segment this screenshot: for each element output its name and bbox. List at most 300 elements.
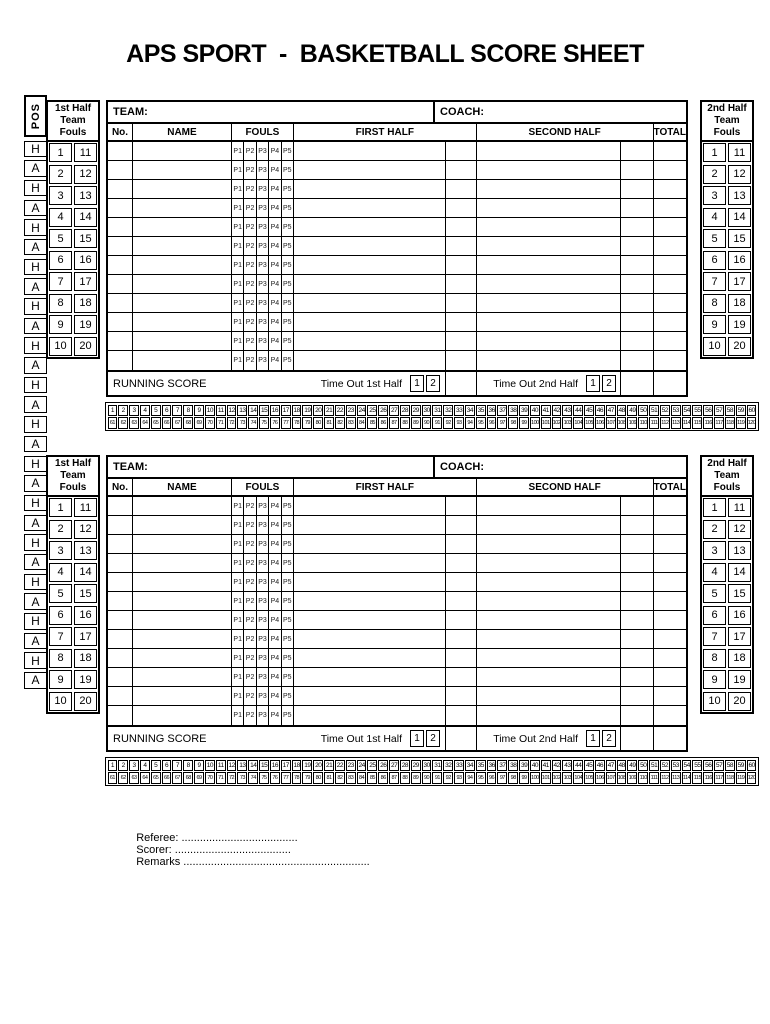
running-score-number[interactable]: 58	[725, 405, 735, 417]
running-score-number[interactable]: 54	[682, 760, 692, 772]
second-half-score-cell[interactable]	[477, 180, 621, 198]
second-half-sub-cell[interactable]	[621, 237, 654, 255]
total-cell[interactable]	[654, 554, 686, 572]
team-foul-number-cell[interactable]: 1	[703, 143, 725, 162]
second-half-sub-cell[interactable]	[621, 351, 654, 370]
foul-period-cell[interactable]: P1	[232, 161, 244, 179]
running-score-empty-cell[interactable]	[654, 727, 686, 750]
running-score-number[interactable]: 22	[335, 405, 345, 417]
player-number-cell[interactable]	[108, 142, 133, 160]
running-score-number[interactable]: 33	[454, 405, 464, 417]
running-score-number[interactable]: 26	[378, 760, 388, 772]
running-score-number[interactable]: 35	[476, 405, 486, 417]
foul-period-cell[interactable]: P3	[257, 275, 269, 293]
running-score-number[interactable]: 38	[508, 760, 518, 772]
team-foul-number-cell[interactable]: 7	[49, 272, 71, 291]
total-cell[interactable]	[654, 199, 686, 217]
first-half-score-cell[interactable]	[294, 573, 446, 591]
pos-box[interactable]: A	[24, 633, 47, 650]
running-score-number[interactable]: 49	[627, 760, 637, 772]
timeout-box[interactable]: 2	[426, 375, 440, 392]
foul-period-cell[interactable]: P1	[232, 275, 244, 293]
player-name-cell[interactable]	[133, 180, 232, 198]
first-half-score-cell[interactable]	[294, 180, 446, 198]
total-cell[interactable]	[654, 516, 686, 534]
running-score-number[interactable]: 109	[627, 417, 637, 429]
first-half-score-cell[interactable]	[294, 275, 446, 293]
running-score-number[interactable]: 62	[118, 772, 128, 784]
foul-period-cell[interactable]: P3	[257, 535, 269, 553]
foul-period-cell[interactable]: P1	[232, 497, 244, 515]
first-half-score-cell[interactable]	[294, 313, 446, 331]
team-foul-number-cell[interactable]: 15	[74, 229, 96, 248]
foul-period-cell[interactable]: P1	[232, 142, 244, 160]
team-foul-number-cell[interactable]: 14	[74, 563, 96, 582]
first-half-sub-cell[interactable]	[446, 535, 477, 553]
running-score-number[interactable]: 10	[205, 405, 215, 417]
player-name-cell[interactable]	[133, 611, 232, 629]
foul-period-cell[interactable]: P3	[257, 332, 269, 350]
running-score-number[interactable]: 59	[736, 760, 746, 772]
team-foul-number-cell[interactable]: 12	[74, 520, 96, 539]
team-foul-number-cell[interactable]: 3	[703, 186, 725, 205]
running-score-number[interactable]: 45	[584, 405, 594, 417]
running-score-number[interactable]: 110	[638, 417, 648, 429]
running-score-number[interactable]: 76	[270, 772, 280, 784]
running-score-number[interactable]: 5	[151, 760, 161, 772]
first-half-score-cell[interactable]	[294, 535, 446, 553]
first-half-score-cell[interactable]	[294, 687, 446, 705]
total-cell[interactable]	[654, 180, 686, 198]
foul-period-cell[interactable]: P1	[232, 611, 244, 629]
player-name-cell[interactable]	[133, 218, 232, 236]
team-foul-number-cell[interactable]: 11	[74, 143, 96, 162]
team-foul-number-cell[interactable]: 12	[728, 165, 750, 184]
pos-box[interactable]: H	[24, 259, 47, 276]
running-score-number[interactable]: 70	[205, 417, 215, 429]
first-half-score-cell[interactable]	[294, 199, 446, 217]
running-score-number[interactable]: 3	[129, 405, 139, 417]
running-score-number[interactable]: 2	[118, 405, 128, 417]
team-foul-number-cell[interactable]: 13	[74, 541, 96, 560]
second-half-sub-cell[interactable]	[621, 142, 654, 160]
total-cell[interactable]	[654, 592, 686, 610]
first-half-sub-cell[interactable]	[446, 706, 477, 725]
running-score-number[interactable]: 81	[324, 772, 334, 784]
running-score-number[interactable]: 11	[216, 405, 226, 417]
second-half-score-cell[interactable]	[477, 237, 621, 255]
running-score-number[interactable]: 90	[422, 772, 432, 784]
second-half-score-cell[interactable]	[477, 592, 621, 610]
team-foul-number-cell[interactable]: 7	[703, 272, 725, 291]
running-score-number[interactable]: 67	[172, 417, 182, 429]
player-number-cell[interactable]	[108, 237, 133, 255]
total-cell[interactable]	[654, 630, 686, 648]
player-name-cell[interactable]	[133, 142, 232, 160]
foul-period-cell[interactable]: P3	[257, 199, 269, 217]
foul-period-cell[interactable]: P4	[269, 516, 281, 534]
first-half-score-cell[interactable]	[294, 592, 446, 610]
team-foul-number-cell[interactable]: 14	[728, 563, 750, 582]
team-foul-number-cell[interactable]: 7	[49, 627, 71, 646]
player-name-cell[interactable]	[133, 592, 232, 610]
running-score-number[interactable]: 104	[573, 417, 583, 429]
foul-period-cell[interactable]: P4	[269, 161, 281, 179]
running-score-number[interactable]: 25	[367, 405, 377, 417]
running-score-number[interactable]: 98	[508, 417, 518, 429]
foul-period-cell[interactable]: P4	[269, 199, 281, 217]
running-score-number[interactable]: 111	[649, 417, 659, 429]
first-half-score-cell[interactable]	[294, 516, 446, 534]
first-half-sub-cell[interactable]	[446, 611, 477, 629]
team-foul-number-cell[interactable]: 14	[728, 208, 750, 227]
running-score-number[interactable]: 52	[660, 760, 670, 772]
second-half-score-cell[interactable]	[477, 294, 621, 312]
foul-period-cell[interactable]: P5	[282, 161, 294, 179]
foul-period-cell[interactable]: P3	[257, 554, 269, 572]
foul-period-cell[interactable]: P2	[244, 497, 256, 515]
running-score-number[interactable]: 9	[194, 760, 204, 772]
running-score-number[interactable]: 94	[465, 417, 475, 429]
running-score-number[interactable]: 73	[237, 417, 247, 429]
foul-period-cell[interactable]: P2	[244, 218, 256, 236]
running-score-number[interactable]: 15	[259, 760, 269, 772]
foul-period-cell[interactable]: P5	[282, 687, 294, 705]
running-score-number[interactable]: 6	[162, 760, 172, 772]
player-number-cell[interactable]	[108, 275, 133, 293]
team-foul-number-cell[interactable]: 10	[703, 337, 725, 356]
foul-period-cell[interactable]: P2	[244, 351, 256, 370]
running-score-number[interactable]: 68	[183, 772, 193, 784]
running-score-number[interactable]: 43	[562, 405, 572, 417]
foul-period-cell[interactable]: P2	[244, 332, 256, 350]
first-half-sub-cell[interactable]	[446, 592, 477, 610]
total-cell[interactable]	[654, 218, 686, 236]
running-score-number[interactable]: 33	[454, 760, 464, 772]
foul-period-cell[interactable]: P5	[282, 332, 294, 350]
running-score-number[interactable]: 106	[595, 417, 605, 429]
foul-period-cell[interactable]: P1	[232, 592, 244, 610]
second-half-score-cell[interactable]	[477, 554, 621, 572]
team-foul-number-cell[interactable]: 13	[728, 541, 750, 560]
total-cell[interactable]	[654, 351, 686, 370]
team-foul-number-cell[interactable]: 12	[728, 520, 750, 539]
foul-period-cell[interactable]: P2	[244, 237, 256, 255]
foul-period-cell[interactable]: P3	[257, 256, 269, 274]
foul-period-cell[interactable]: P5	[282, 592, 294, 610]
pos-box[interactable]: A	[24, 357, 47, 374]
team-foul-number-cell[interactable]: 10	[49, 692, 71, 711]
running-score-number[interactable]: 68	[183, 417, 193, 429]
pos-box[interactable]: A	[24, 436, 47, 453]
pos-box[interactable]: H	[24, 219, 47, 236]
foul-period-cell[interactable]: P2	[244, 668, 256, 686]
running-score-number[interactable]: 18	[292, 760, 302, 772]
total-cell[interactable]	[654, 256, 686, 274]
running-score-number[interactable]: 8	[183, 760, 193, 772]
first-half-score-cell[interactable]	[294, 497, 446, 515]
running-score-number[interactable]: 2	[118, 760, 128, 772]
running-score-number[interactable]: 74	[248, 772, 258, 784]
foul-period-cell[interactable]: P4	[269, 332, 281, 350]
running-score-number[interactable]: 69	[194, 772, 204, 784]
team-foul-number-cell[interactable]: 17	[728, 272, 750, 291]
running-score-number[interactable]: 28	[400, 405, 410, 417]
running-score-number[interactable]: 79	[302, 772, 312, 784]
foul-period-cell[interactable]: P4	[269, 180, 281, 198]
running-score-number[interactable]: 22	[335, 760, 345, 772]
running-score-number[interactable]: 101	[541, 772, 551, 784]
running-score-number[interactable]: 53	[671, 405, 681, 417]
player-name-cell[interactable]	[133, 161, 232, 179]
foul-period-cell[interactable]: P4	[269, 142, 281, 160]
foul-period-cell[interactable]: P4	[269, 630, 281, 648]
running-score-number[interactable]: 99	[519, 417, 529, 429]
first-half-score-cell[interactable]	[294, 706, 446, 725]
running-score-number[interactable]: 63	[129, 772, 139, 784]
running-score-number[interactable]: 118	[725, 772, 735, 784]
player-number-cell[interactable]	[108, 630, 133, 648]
running-score-number[interactable]: 37	[497, 760, 507, 772]
team-foul-number-cell[interactable]: 18	[728, 649, 750, 668]
second-half-score-cell[interactable]	[477, 611, 621, 629]
running-score-number[interactable]: 93	[454, 772, 464, 784]
player-name-cell[interactable]	[133, 237, 232, 255]
running-score-number[interactable]: 120	[747, 772, 757, 784]
running-score-number[interactable]: 82	[335, 772, 345, 784]
running-score-empty-cell[interactable]	[621, 372, 654, 395]
first-half-sub-cell[interactable]	[446, 687, 477, 705]
player-number-cell[interactable]	[108, 611, 133, 629]
running-score-number[interactable]: 66	[162, 417, 172, 429]
pos-box[interactable]: A	[24, 278, 47, 295]
foul-period-cell[interactable]: P2	[244, 630, 256, 648]
running-score-number[interactable]: 36	[487, 760, 497, 772]
running-score-number[interactable]: 43	[562, 760, 572, 772]
running-score-number[interactable]: 114	[682, 772, 692, 784]
player-name-cell[interactable]	[133, 256, 232, 274]
timeout-box[interactable]: 1	[410, 375, 424, 392]
second-half-sub-cell[interactable]	[621, 706, 654, 725]
player-number-cell[interactable]	[108, 313, 133, 331]
player-name-cell[interactable]	[133, 351, 232, 370]
running-score-number[interactable]: 116	[703, 417, 713, 429]
team-foul-number-cell[interactable]: 11	[728, 498, 750, 517]
running-score-number[interactable]: 58	[725, 760, 735, 772]
running-score-number[interactable]: 83	[346, 772, 356, 784]
team-foul-number-cell[interactable]: 9	[703, 670, 725, 689]
foul-period-cell[interactable]: P4	[269, 592, 281, 610]
running-score-number[interactable]: 119	[736, 417, 746, 429]
foul-period-cell[interactable]: P1	[232, 554, 244, 572]
running-score-number[interactable]: 60	[747, 405, 757, 417]
first-half-sub-cell[interactable]	[446, 237, 477, 255]
running-score-number[interactable]: 93	[454, 417, 464, 429]
team-foul-number-cell[interactable]: 5	[49, 584, 71, 603]
running-score-number[interactable]: 75	[259, 772, 269, 784]
total-cell[interactable]	[654, 497, 686, 515]
team-foul-number-cell[interactable]: 16	[728, 606, 750, 625]
player-name-cell[interactable]	[133, 294, 232, 312]
team-foul-number-cell[interactable]: 6	[703, 606, 725, 625]
foul-period-cell[interactable]: P4	[269, 218, 281, 236]
player-name-cell[interactable]	[133, 630, 232, 648]
foul-period-cell[interactable]: P1	[232, 687, 244, 705]
running-score-number[interactable]: 39	[519, 760, 529, 772]
running-score-number[interactable]: 57	[714, 760, 724, 772]
running-score-number[interactable]: 40	[530, 405, 540, 417]
foul-period-cell[interactable]: P1	[232, 573, 244, 591]
second-half-sub-cell[interactable]	[621, 535, 654, 553]
running-score-number[interactable]: 115	[692, 772, 702, 784]
foul-period-cell[interactable]: P2	[244, 687, 256, 705]
running-score-number[interactable]: 19	[302, 760, 312, 772]
running-score-number[interactable]: 91	[432, 772, 442, 784]
running-score-number[interactable]: 61	[108, 772, 118, 784]
first-half-sub-cell[interactable]	[446, 142, 477, 160]
running-score-number[interactable]: 41	[541, 760, 551, 772]
running-score-number[interactable]: 78	[292, 772, 302, 784]
running-score-number[interactable]: 87	[389, 417, 399, 429]
running-score-number[interactable]: 18	[292, 405, 302, 417]
foul-period-cell[interactable]: P3	[257, 611, 269, 629]
running-score-number[interactable]: 86	[378, 772, 388, 784]
player-name-cell[interactable]	[133, 687, 232, 705]
first-half-sub-cell[interactable]	[446, 668, 477, 686]
running-score-number[interactable]: 81	[324, 417, 334, 429]
second-half-sub-cell[interactable]	[621, 611, 654, 629]
team-foul-number-cell[interactable]: 18	[74, 294, 96, 313]
running-score-number[interactable]: 79	[302, 417, 312, 429]
running-score-number[interactable]: 37	[497, 405, 507, 417]
running-score-number[interactable]: 44	[573, 405, 583, 417]
running-score-number[interactable]: 108	[617, 772, 627, 784]
foul-period-cell[interactable]: P2	[244, 706, 256, 725]
second-half-score-cell[interactable]	[477, 706, 621, 725]
foul-period-cell[interactable]: P4	[269, 351, 281, 370]
first-half-sub-cell[interactable]	[446, 161, 477, 179]
running-score-number[interactable]: 101	[541, 417, 551, 429]
running-score-number[interactable]: 62	[118, 417, 128, 429]
running-score-number[interactable]: 105	[584, 772, 594, 784]
first-half-sub-cell[interactable]	[446, 294, 477, 312]
running-score-number[interactable]: 113	[671, 772, 681, 784]
pos-box[interactable]: A	[24, 515, 47, 532]
timeout-box[interactable]: 2	[426, 730, 440, 747]
foul-period-cell[interactable]: P5	[282, 630, 294, 648]
running-score-number[interactable]: 26	[378, 405, 388, 417]
running-score-number[interactable]: 78	[292, 417, 302, 429]
team-foul-number-cell[interactable]: 6	[703, 251, 725, 270]
running-score-number[interactable]: 38	[508, 405, 518, 417]
running-score-number[interactable]: 1	[108, 760, 118, 772]
foul-period-cell[interactable]: P2	[244, 275, 256, 293]
foul-period-cell[interactable]: P2	[244, 256, 256, 274]
second-half-score-cell[interactable]	[477, 516, 621, 534]
foul-period-cell[interactable]: P5	[282, 275, 294, 293]
foul-period-cell[interactable]: P5	[282, 516, 294, 534]
running-score-number[interactable]: 66	[162, 772, 172, 784]
foul-period-cell[interactable]: P4	[269, 294, 281, 312]
second-half-score-cell[interactable]	[477, 687, 621, 705]
running-score-number[interactable]: 119	[736, 772, 746, 784]
running-score-number[interactable]: 13	[237, 760, 247, 772]
team-foul-number-cell[interactable]: 16	[74, 251, 96, 270]
running-score-number[interactable]: 118	[725, 417, 735, 429]
foul-period-cell[interactable]: P3	[257, 237, 269, 255]
second-half-sub-cell[interactable]	[621, 668, 654, 686]
first-half-sub-cell[interactable]	[446, 630, 477, 648]
running-score-number[interactable]: 14	[248, 760, 258, 772]
second-half-score-cell[interactable]	[477, 351, 621, 370]
player-name-cell[interactable]	[133, 554, 232, 572]
team-foul-number-cell[interactable]: 13	[74, 186, 96, 205]
second-half-sub-cell[interactable]	[621, 294, 654, 312]
running-score-number[interactable]: 117	[714, 772, 724, 784]
foul-period-cell[interactable]: P2	[244, 611, 256, 629]
second-half-score-cell[interactable]	[477, 161, 621, 179]
player-name-cell[interactable]	[133, 706, 232, 725]
pos-box[interactable]: A	[24, 396, 47, 413]
team-foul-number-cell[interactable]: 3	[49, 186, 71, 205]
foul-period-cell[interactable]: P3	[257, 573, 269, 591]
first-half-sub-cell[interactable]	[446, 218, 477, 236]
team-foul-number-cell[interactable]: 20	[74, 692, 96, 711]
running-score-number[interactable]: 48	[617, 405, 627, 417]
first-half-score-cell[interactable]	[294, 630, 446, 648]
team-foul-number-cell[interactable]: 8	[703, 294, 725, 313]
running-score-number[interactable]: 50	[638, 405, 648, 417]
running-score-number[interactable]: 34	[465, 405, 475, 417]
running-score-number[interactable]: 116	[703, 772, 713, 784]
second-half-sub-cell[interactable]	[621, 516, 654, 534]
pos-box[interactable]: A	[24, 318, 47, 335]
foul-period-cell[interactable]: P1	[232, 630, 244, 648]
running-score-empty-cell[interactable]	[446, 727, 477, 750]
player-number-cell[interactable]	[108, 573, 133, 591]
foul-period-cell[interactable]: P1	[232, 668, 244, 686]
running-score-number[interactable]: 29	[411, 760, 421, 772]
foul-period-cell[interactable]: P5	[282, 573, 294, 591]
running-score-number[interactable]: 23	[346, 760, 356, 772]
player-number-cell[interactable]	[108, 218, 133, 236]
foul-period-cell[interactable]: P5	[282, 294, 294, 312]
running-score-number[interactable]: 84	[357, 772, 367, 784]
running-score-number[interactable]: 100	[530, 417, 540, 429]
running-score-number[interactable]: 97	[497, 772, 507, 784]
running-score-number[interactable]: 59	[736, 405, 746, 417]
foul-period-cell[interactable]: P3	[257, 351, 269, 370]
foul-period-cell[interactable]: P5	[282, 218, 294, 236]
team-foul-number-cell[interactable]: 14	[74, 208, 96, 227]
running-score-number[interactable]: 80	[313, 772, 323, 784]
foul-period-cell[interactable]: P3	[257, 592, 269, 610]
timeout-box[interactable]: 1	[410, 730, 424, 747]
running-score-number[interactable]: 50	[638, 760, 648, 772]
running-score-number[interactable]: 94	[465, 772, 475, 784]
first-half-sub-cell[interactable]	[446, 199, 477, 217]
running-score-number[interactable]: 61	[108, 417, 118, 429]
second-half-score-cell[interactable]	[477, 199, 621, 217]
pos-box[interactable]: A	[24, 160, 47, 177]
player-number-cell[interactable]	[108, 294, 133, 312]
running-score-number[interactable]: 64	[140, 772, 150, 784]
running-score-number[interactable]: 41	[541, 405, 551, 417]
team-foul-number-cell[interactable]: 17	[728, 627, 750, 646]
team-foul-number-cell[interactable]: 8	[49, 649, 71, 668]
running-score-number[interactable]: 115	[692, 417, 702, 429]
running-score-number[interactable]: 1	[108, 405, 118, 417]
